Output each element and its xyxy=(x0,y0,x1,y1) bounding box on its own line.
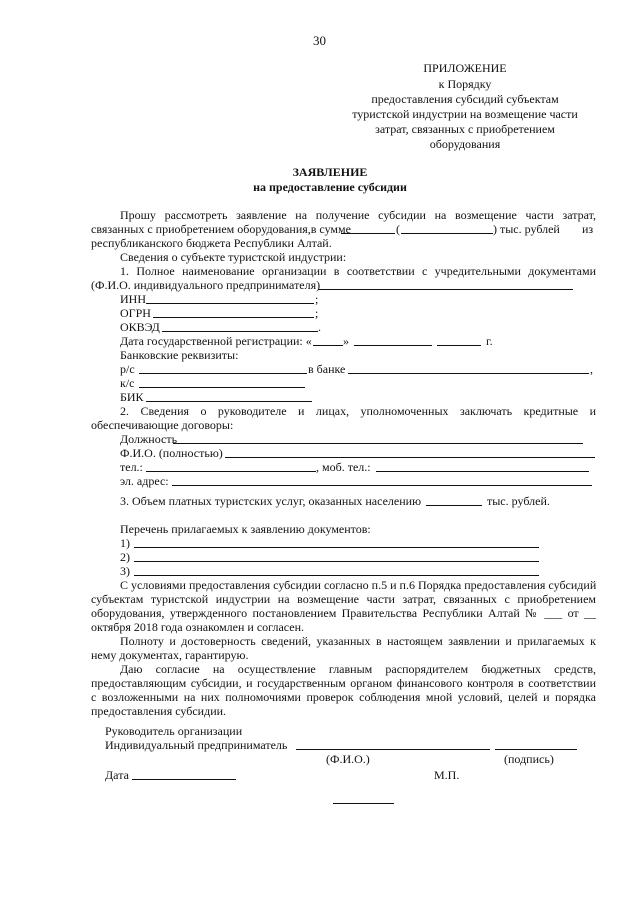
conditions-line-4: октября 2018 года ознакомлен и согласен. xyxy=(91,620,305,634)
signature-fio-blank[interactable] xyxy=(296,749,490,750)
consent-line-3: с возложенными на них полномочиями проверок соблюдения мной условий, целей и порядка xyxy=(91,690,596,704)
rs-blank[interactable] xyxy=(139,373,307,374)
bank-heading: Банковские реквизиты: xyxy=(120,348,239,362)
ogrn-semicolon: ; xyxy=(315,306,319,320)
conditions-line-3: оборудования, утвержденного постановлением Правительства Республики Алтай № ___ от __ xyxy=(91,606,596,620)
document-number-3: 3) xyxy=(120,564,130,578)
okved-label: ОКВЭД xyxy=(120,320,160,334)
manager-line-2: обеспечивающие договоры: xyxy=(91,418,234,432)
intro-line-2-b: ( xyxy=(396,222,400,236)
intro-line-3: республиканского бюджета Республики Алтай. xyxy=(91,236,332,250)
inn-semicolon: ; xyxy=(315,292,319,306)
appendix-line-5: затрат, связанных с приобретением xyxy=(375,122,555,136)
appendix-line-6: оборудования xyxy=(429,137,501,151)
page-number: 30 xyxy=(313,33,326,48)
tel-label: тел.: xyxy=(120,460,143,474)
rs-label: р/с xyxy=(120,362,135,376)
document-title: ЗАЯВЛЕНИЕ xyxy=(292,165,368,179)
bik-blank[interactable] xyxy=(146,401,312,402)
subject-heading: Сведения о субъекте туристской индустрии: xyxy=(120,250,347,264)
bank-name-blank[interactable] xyxy=(348,373,589,374)
bik-label: БИК xyxy=(120,390,144,404)
appendix-line-3: предоставления субсидий субъектам xyxy=(371,92,559,106)
intro-line-2-d: из xyxy=(582,222,594,236)
appendix-line-4: туристской индустрии на возмещение части xyxy=(352,107,578,121)
tel-blank[interactable] xyxy=(146,471,316,472)
document-blank-3[interactable] xyxy=(134,575,539,576)
position-label: Должность xyxy=(120,432,178,446)
subject-item-1-line-1: 1. Полное наименование организации в соответствии с учредительными документами xyxy=(120,264,596,278)
inn-label: ИНН xyxy=(120,292,146,306)
consent-line-2: предоставляющим субсидии, и государственным органом финансового контроля в соответствии xyxy=(91,676,596,690)
sum-blank[interactable] xyxy=(341,233,395,234)
org-name-blank[interactable] xyxy=(318,289,573,290)
document-blank-1[interactable] xyxy=(134,547,539,548)
registration-year-blank[interactable] xyxy=(437,345,481,346)
registration-day-blank[interactable] xyxy=(313,345,343,346)
ogrn-blank[interactable] xyxy=(153,317,314,318)
registration-month-blank[interactable] xyxy=(354,345,432,346)
conditions-line-2: субъектам туристской индустрии на возмещение части затрат, связанных с приобретением xyxy=(91,592,596,606)
inn-blank[interactable] xyxy=(146,303,314,304)
in-bank-label: в банке xyxy=(308,362,346,376)
services-label: 3. Объем платных туристских услуг, оказанных населению xyxy=(120,494,422,508)
consent-line-4: предоставления субсидии. xyxy=(91,704,227,718)
document-number-2: 2) xyxy=(120,550,130,564)
document-subtitle: на предоставление субсидии xyxy=(253,180,407,194)
services-blank[interactable] xyxy=(426,505,482,506)
signature-sign-caption: (подпись) xyxy=(504,752,554,766)
email-label: эл. адрес: xyxy=(120,474,169,488)
ks-blank[interactable] xyxy=(139,387,305,388)
ogrn-label: ОГРН xyxy=(120,306,151,320)
footer-separator xyxy=(333,803,394,804)
registration-year-suffix: г. xyxy=(486,334,493,348)
appendix-line-1: ПРИЛОЖЕНИЕ xyxy=(423,61,507,75)
signature-head-label: Руководитель организации xyxy=(105,724,243,738)
sum-words-blank[interactable] xyxy=(401,233,493,234)
conditions-line-1: С условиями предоставления субсидии согласно п.5 и п.6 Порядка предоставления субсидий xyxy=(120,578,597,592)
okved-dot: . xyxy=(318,320,321,334)
date-label: Дата xyxy=(105,768,129,782)
bank-comma: , xyxy=(590,362,593,376)
signature-fio-caption: (Ф.И.О.) xyxy=(326,752,370,766)
fio-blank[interactable] xyxy=(225,457,595,458)
date-blank[interactable] xyxy=(132,779,236,780)
position-blank[interactable] xyxy=(173,443,583,444)
intro-line-1: Прошу рассмотреть заявление на получение субсидии на возмещение части затрат, xyxy=(120,208,596,222)
registration-quote: » xyxy=(343,334,349,348)
consent-line-1: Даю согласие на осуществление главным распорядителем бюджетных средств, xyxy=(120,662,596,676)
document-number-1: 1) xyxy=(120,536,130,550)
subject-item-1-line-2: (Ф.И.О. индивидуального предпринимателя) xyxy=(91,278,321,292)
mobile-label: , моб. тел.: xyxy=(316,460,371,474)
manager-line-1: 2. Сведения о руководителе и лицах, уполномоченных заключать кредитные и xyxy=(120,404,596,418)
mobile-blank[interactable] xyxy=(376,471,589,472)
guarantee-line-2: нему документах, гарантирую. xyxy=(91,648,249,662)
intro-line-2-c: ) тыс. рублей xyxy=(493,222,560,236)
signature-ip-label: Индивидуальный предприниматель xyxy=(105,738,288,752)
signature-sign-blank[interactable] xyxy=(495,749,577,750)
registration-date-label: Дата государственной регистрации: « xyxy=(120,334,312,348)
okved-blank[interactable] xyxy=(162,331,318,332)
services-unit: тыс. рублей. xyxy=(487,494,550,508)
intro-line-2-a: связанных с приобретением оборудования,в сумме xyxy=(91,222,351,236)
document-blank-2[interactable] xyxy=(134,561,539,562)
stamp-label: М.П. xyxy=(434,768,460,782)
email-blank[interactable] xyxy=(172,485,592,486)
documents-heading: Перечень прилагаемых к заявлению документов: xyxy=(120,522,371,536)
appendix-line-2: к Порядку xyxy=(438,77,492,91)
guarantee-line-1: Полноту и достоверность сведений, указанных в настоящем заявлении и прилагаемых к xyxy=(120,634,596,648)
ks-label: к/с xyxy=(120,376,135,390)
fio-label: Ф.И.О. (полностью) xyxy=(120,446,223,460)
